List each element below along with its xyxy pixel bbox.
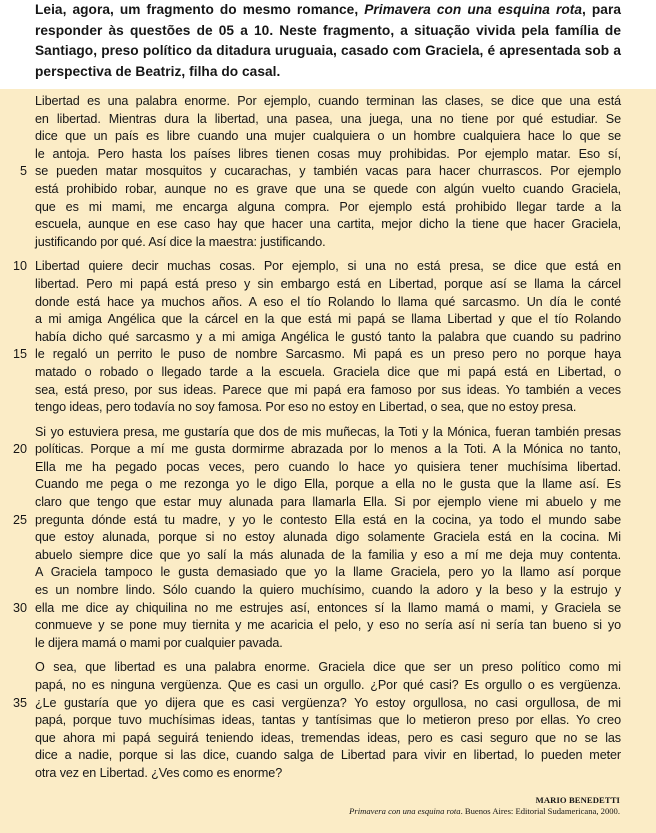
line-text: es un nombre lindo. Sólo cuando la quiero muchísimo, cuando la adoro y la beso y la estrujo y <box>35 583 621 598</box>
text-line <box>0 181 656 199</box>
line-text: otra vez en Libertad. ¿Ves como es enorme? <box>35 765 283 780</box>
text-line <box>0 617 656 635</box>
line-text: le regaló un perrito le puso de nombre Sarcasmo. Mi papá es un preso pero no porque haya <box>35 347 621 362</box>
line-number: 5 <box>19 164 27 179</box>
line-text: en libertad. Mientras dura la libertad, una pasea, una juega, una no tiene por qué estudiar. Se <box>35 111 621 126</box>
paragraph <box>0 93 656 251</box>
line-text: papá, porque tuvo muchísimas ideas, tantas y tantísimas que lo metieron preso por ellas. Yo creo <box>35 713 621 728</box>
line-text: tengo ideas, pero todavía no soy famosa. Por eso no estoy en Libertad, o sea, que no estoy presa. <box>35 400 577 415</box>
text-line <box>0 258 656 276</box>
story-excerpt <box>0 93 656 783</box>
line-text: Si yo estuviera presa, me gustaría que dos de mis muñecas, la Toti y la Mónica, fueran también presas <box>35 424 621 439</box>
text-line <box>0 382 656 400</box>
line-text: había dicho qué sarcasmo y a mi amiga Angélica le gustó tanto la palabra que cuando su padrino <box>35 329 621 344</box>
line-text: pregunta dónde está tu madre, y yo le contesto Ella está en la cocina, ya todo el mundo sabe <box>35 512 621 527</box>
line-number: 35 <box>12 695 27 710</box>
text-line <box>0 512 656 530</box>
line-number: 30 <box>12 600 27 615</box>
paragraph <box>0 258 656 416</box>
line-text: le dijera mamá o mami por cualquier pavada. <box>35 635 283 650</box>
line-text: Ella me ha pegado pocas veces, pero cuando lo hace yo quisiera tener muchísima libertad. <box>35 459 621 474</box>
text-line <box>0 146 656 164</box>
text-line <box>0 677 656 695</box>
text-line <box>0 600 656 618</box>
line-number: 10 <box>12 259 27 274</box>
line-text: Libertad quiere decir muchas cosas. Por ejemplo, si una no está presa, se dice que está en <box>35 259 621 274</box>
line-text: le antoja. Pero hasta los países libres tienen cosas muy prohibidas. Por ejemplo matar. Eso sí, <box>35 146 621 161</box>
text-line <box>0 234 656 252</box>
line-text: claro que tengo que estar muy alunada para llamarla Ella. Si por ejemplo viene mi abuelo y me <box>35 495 621 510</box>
text-line <box>0 276 656 294</box>
text-line <box>0 635 656 653</box>
line-text: dice que un país es libre cuando una mujer cualquiera o un hombre cualquiera hace lo que se <box>35 129 621 144</box>
line-text: papá, no es ninguna vergüenza. Que es casi un orgullo. ¿Por qué casi? Es orgullo o es vergüenza. <box>35 678 621 692</box>
source-credit <box>349 795 620 816</box>
line-text: Libertad es una palabra enorme. Por ejemplo, cuando terminan las clases, se dice que una está <box>35 94 621 108</box>
line-text: libertad. Pero mi papá está preso y sin embargo está en Libertad, porque así se llama la cárcel <box>35 276 621 291</box>
text-line <box>0 476 656 494</box>
line-text: políticas. Porque a mí me gusta dormirme abrazada por lo menos a la Toti. A la Mónica no tanto, <box>35 442 621 457</box>
line-text: conmueve y se pone muy tiernita y me acaricia el pelo, y eso no sería así ni sería tan bueno si yo <box>35 618 621 633</box>
text-line <box>0 695 656 713</box>
text-line <box>0 659 656 677</box>
line-number: 15 <box>12 347 27 362</box>
paragraph-gap <box>0 652 656 659</box>
line-number: 20 <box>12 442 27 457</box>
text-line <box>0 730 656 748</box>
line-text: que ahora mi papá seguirá teniendo ideas, tremendas ideas, pero es casi seguro que no se las <box>35 730 621 745</box>
text-line <box>0 364 656 382</box>
credit-book-title: Primavera con una esquina rota <box>349 805 461 816</box>
intro-book-title: Primavera con una esquina rota <box>364 2 583 17</box>
line-text: que estoy alunada, porque si no estoy alunada digo solamente Graciela está en la cocina. Mi <box>35 530 621 545</box>
intro-text <box>35 0 621 82</box>
text-line <box>0 424 656 442</box>
line-text: escuela, aunque en ese caso hay que hacer una cartita, mejor dicho la tiene que hacer Graciela, <box>35 217 621 232</box>
paragraph-gap <box>0 417 656 424</box>
text-line <box>0 199 656 217</box>
line-text: ¿Le gustaría que yo dijera que es casi vergüenza? Yo estoy orgullosa, no casi orgullosa, de mi <box>35 695 621 710</box>
line-number: 25 <box>12 512 27 527</box>
line-text: O sea, que libertad es una palabra enorme. Graciela dice que ser un preso político como mi <box>35 660 621 675</box>
text-line <box>0 712 656 730</box>
line-text: A Graciela tampoco le gusta demasiado que yo la llame Graciela, pero yo la llamo así porque <box>35 565 621 580</box>
intro-box <box>0 0 656 89</box>
line-text: está prohibido robar, aunque no es grave que una se quede con algún vuelto cuando Graciela, <box>35 181 621 196</box>
intro-text-start: Leia, agora, um fragmento do mesmo romance, <box>35 2 365 17</box>
line-text: se pueden matar mosquitos y cucarachas, y también vacas para hacer churrascos. Por ejemplo <box>35 164 621 179</box>
text-line <box>0 346 656 364</box>
paragraph <box>0 424 656 653</box>
text-line <box>0 329 656 347</box>
text-line <box>0 459 656 477</box>
text-line <box>0 216 656 234</box>
text-line <box>0 494 656 512</box>
line-text: que es mi mami, me encarga alguna compra. Por ejemplo está prohibido llegar tarde a la <box>35 199 621 214</box>
text-line <box>0 163 656 181</box>
text-line <box>0 441 656 459</box>
text-line <box>0 529 656 547</box>
line-text: sea, está preso, por sus ideas. Parece que mi papá era famoso por sus ideas. Yo también a veces <box>35 382 621 397</box>
paragraph-gap <box>0 251 656 258</box>
line-text: dice a nadie, porque si las dice, cuando salga de Libertad para vivir en libertad, lo pueden meter <box>35 748 621 763</box>
credit-reference <box>349 806 620 817</box>
paragraph <box>0 659 656 782</box>
line-text: a mi amiga Angélica que la cárcel en la que está mi papá se llama Libertad y que el tío Rolando <box>35 312 621 327</box>
line-text: abuelo siempre dice que yo salí la más alunada de la familia y eso a mí me deja muy contenta. <box>35 547 621 562</box>
text-line <box>0 93 656 111</box>
line-text: matado o robado o llegado tarde a la escuela. Graciela dice que mi papá está en Libertad, o <box>35 364 621 379</box>
text-line <box>0 311 656 329</box>
text-line <box>0 547 656 565</box>
line-text: justificando por qué. Así dice la maestra: justificando. <box>35 234 326 249</box>
text-line <box>0 564 656 582</box>
text-line <box>0 294 656 312</box>
text-line <box>0 765 656 783</box>
line-text: ella me dice ay chiquilina no me estrujes así, entonces sí la llamo mamá o mami, y Graciela se <box>35 600 621 615</box>
line-text: Cuando me pega o me rezonga yo le digo Ella, porque a ella no le gusta que la llame así. Es <box>35 477 621 492</box>
text-line <box>0 747 656 765</box>
credit-publication: . Buenos Aires: Editorial Sudamericana, 2000. <box>460 805 620 816</box>
credit-author: MARIO BENEDETTI <box>535 795 620 805</box>
text-line <box>0 128 656 146</box>
text-line <box>0 399 656 417</box>
line-text: donde está hace ya muchos años. A eso el tío Rolando lo llama qué sarcasmo. Un día le conté <box>35 294 621 309</box>
intro-text-end: , para responder às questões de 05 a 10. Neste fragmento, a situação vivida pela família de Santiago, preso político da ditadura uruguaia, casado com Graciela, é apresentada sob a perspectiva de Beatriz, filha do casal. <box>35 2 621 79</box>
text-line <box>0 111 656 129</box>
text-line <box>0 582 656 600</box>
